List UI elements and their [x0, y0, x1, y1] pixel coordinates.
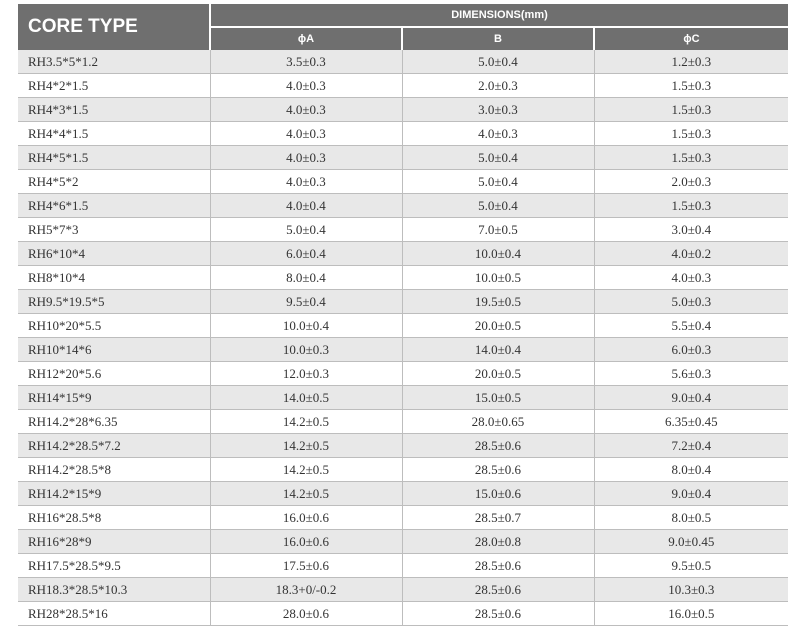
dim-b-cell: 15.0±0.6	[402, 482, 594, 506]
dim-c-cell: 6.0±0.3	[594, 338, 788, 362]
table-row	[18, 602, 788, 626]
dim-b-cell: 28.0±0.8	[402, 530, 594, 554]
dim-a-cell: 14.2±0.5	[210, 482, 402, 506]
table-row	[18, 458, 788, 482]
column-header-c: ϕC	[594, 27, 788, 50]
dim-a-cell: 3.5±0.3	[210, 50, 402, 74]
dim-b-cell: 20.0±0.5	[402, 362, 594, 386]
dim-b-cell: 10.0±0.4	[402, 242, 594, 266]
table-row	[18, 530, 788, 554]
table-row	[18, 434, 788, 458]
dim-b-cell: 28.5±0.6	[402, 602, 594, 626]
core-type-cell: RH5*7*3	[18, 218, 210, 242]
core-type-cell: RH6*10*4	[18, 242, 210, 266]
dim-c-cell: 9.0±0.4	[594, 386, 788, 410]
dim-a-cell: 18.3+0/-0.2	[210, 578, 402, 602]
core-type-cell: RH16*28.5*8	[18, 506, 210, 530]
dim-a-cell: 4.0±0.3	[210, 74, 402, 98]
core-type-cell: RH14.2*28.5*8	[18, 458, 210, 482]
table-row	[18, 578, 788, 602]
table-row	[18, 554, 788, 578]
dim-c-cell: 1.2±0.3	[594, 50, 788, 74]
table-row	[18, 314, 788, 338]
dim-a-cell: 4.0±0.3	[210, 122, 402, 146]
dim-b-cell: 28.5±0.6	[402, 434, 594, 458]
core-type-cell: RH17.5*28.5*9.5	[18, 554, 210, 578]
column-header-a: ϕA	[210, 27, 402, 50]
dim-b-cell: 28.5±0.6	[402, 458, 594, 482]
dim-b-cell: 5.0±0.4	[402, 170, 594, 194]
dim-c-cell: 6.35±0.45	[594, 410, 788, 434]
table-row	[18, 386, 788, 410]
core-type-header: CORE TYPE	[18, 4, 210, 50]
core-type-cell: RH10*20*5.5	[18, 314, 210, 338]
dim-b-cell: 5.0±0.4	[402, 146, 594, 170]
table-row	[18, 338, 788, 362]
core-type-cell: RH14*15*9	[18, 386, 210, 410]
dim-b-cell: 15.0±0.5	[402, 386, 594, 410]
core-type-cell: RH16*28*9	[18, 530, 210, 554]
table-row	[18, 362, 788, 386]
dim-a-cell: 28.0±0.6	[210, 602, 402, 626]
dim-c-cell: 10.3±0.3	[594, 578, 788, 602]
dim-c-cell: 8.0±0.5	[594, 506, 788, 530]
core-type-cell: RH8*10*4	[18, 266, 210, 290]
table-row	[18, 482, 788, 506]
dim-a-cell: 16.0±0.6	[210, 506, 402, 530]
table-row	[18, 266, 788, 290]
core-dimensions-table-container	[18, 4, 788, 626]
dim-c-cell: 7.2±0.4	[594, 434, 788, 458]
dim-a-cell: 5.0±0.4	[210, 218, 402, 242]
dim-b-cell: 10.0±0.5	[402, 266, 594, 290]
table-body	[18, 50, 788, 626]
core-type-cell: RH4*2*1.5	[18, 74, 210, 98]
core-type-cell: RH4*6*1.5	[18, 194, 210, 218]
core-type-cell: RH14.2*28.5*7.2	[18, 434, 210, 458]
dim-c-cell: 5.6±0.3	[594, 362, 788, 386]
dim-a-cell: 4.0±0.3	[210, 98, 402, 122]
dim-a-cell: 17.5±0.6	[210, 554, 402, 578]
core-type-cell: RH28*28.5*16	[18, 602, 210, 626]
dim-c-cell: 9.0±0.45	[594, 530, 788, 554]
dim-c-cell: 2.0±0.3	[594, 170, 788, 194]
dim-b-cell: 20.0±0.5	[402, 314, 594, 338]
dimensions-header: DIMENSIONS(mm)	[210, 4, 788, 27]
table-row	[18, 290, 788, 314]
dim-a-cell: 6.0±0.4	[210, 242, 402, 266]
dim-b-cell: 28.5±0.6	[402, 554, 594, 578]
dim-b-cell: 2.0±0.3	[402, 74, 594, 98]
dim-a-cell: 4.0±0.3	[210, 146, 402, 170]
core-type-cell: RH9.5*19.5*5	[18, 290, 210, 314]
dim-c-cell: 9.0±0.4	[594, 482, 788, 506]
table-row	[18, 506, 788, 530]
dim-c-cell: 4.0±0.2	[594, 242, 788, 266]
table-row	[18, 50, 788, 74]
dim-c-cell: 1.5±0.3	[594, 122, 788, 146]
dim-c-cell: 5.5±0.4	[594, 314, 788, 338]
table-row	[18, 170, 788, 194]
dim-c-cell: 5.0±0.3	[594, 290, 788, 314]
dim-a-cell: 14.2±0.5	[210, 458, 402, 482]
dim-a-cell: 14.2±0.5	[210, 410, 402, 434]
dim-a-cell: 16.0±0.6	[210, 530, 402, 554]
table-row	[18, 410, 788, 434]
dim-c-cell: 9.5±0.5	[594, 554, 788, 578]
table-row	[18, 194, 788, 218]
dim-b-cell: 28.0±0.65	[402, 410, 594, 434]
dim-c-cell: 16.0±0.5	[594, 602, 788, 626]
core-type-cell: RH3.5*5*1.2	[18, 50, 210, 74]
core-dimensions-table	[18, 4, 788, 626]
table-row	[18, 74, 788, 98]
table-row	[18, 218, 788, 242]
dim-c-cell: 3.0±0.4	[594, 218, 788, 242]
dim-a-cell: 12.0±0.3	[210, 362, 402, 386]
table-row	[18, 146, 788, 170]
dim-b-cell: 19.5±0.5	[402, 290, 594, 314]
dim-b-cell: 14.0±0.4	[402, 338, 594, 362]
dim-b-cell: 28.5±0.7	[402, 506, 594, 530]
table-row	[18, 122, 788, 146]
dim-b-cell: 5.0±0.4	[402, 50, 594, 74]
core-type-cell: RH14.2*15*9	[18, 482, 210, 506]
core-type-cell: RH18.3*28.5*10.3	[18, 578, 210, 602]
core-type-cell: RH4*5*2	[18, 170, 210, 194]
dim-b-cell: 3.0±0.3	[402, 98, 594, 122]
core-type-cell: RH4*3*1.5	[18, 98, 210, 122]
dim-a-cell: 14.0±0.5	[210, 386, 402, 410]
table-row	[18, 242, 788, 266]
dim-c-cell: 1.5±0.3	[594, 194, 788, 218]
table-row	[18, 98, 788, 122]
core-type-cell: RH10*14*6	[18, 338, 210, 362]
core-type-cell: RH12*20*5.6	[18, 362, 210, 386]
core-type-cell: RH4*4*1.5	[18, 122, 210, 146]
column-header-b: B	[402, 27, 594, 50]
table-header	[18, 4, 788, 50]
dim-b-cell: 28.5±0.6	[402, 578, 594, 602]
dim-b-cell: 4.0±0.3	[402, 122, 594, 146]
dim-a-cell: 10.0±0.4	[210, 314, 402, 338]
dim-a-cell: 4.0±0.4	[210, 194, 402, 218]
dim-a-cell: 14.2±0.5	[210, 434, 402, 458]
dim-c-cell: 1.5±0.3	[594, 74, 788, 98]
dim-a-cell: 9.5±0.4	[210, 290, 402, 314]
dim-c-cell: 4.0±0.3	[594, 266, 788, 290]
dim-c-cell: 8.0±0.4	[594, 458, 788, 482]
dim-b-cell: 5.0±0.4	[402, 194, 594, 218]
dim-c-cell: 1.5±0.3	[594, 98, 788, 122]
core-type-cell: RH14.2*28*6.35	[18, 410, 210, 434]
dim-a-cell: 10.0±0.3	[210, 338, 402, 362]
core-type-cell: RH4*5*1.5	[18, 146, 210, 170]
dim-a-cell: 8.0±0.4	[210, 266, 402, 290]
dim-c-cell: 1.5±0.3	[594, 146, 788, 170]
dim-a-cell: 4.0±0.3	[210, 170, 402, 194]
dim-b-cell: 7.0±0.5	[402, 218, 594, 242]
